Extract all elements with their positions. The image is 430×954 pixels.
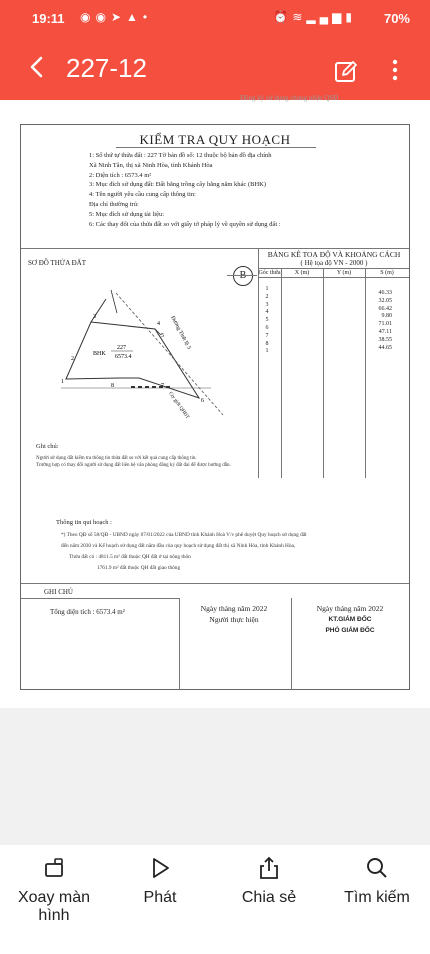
table-header: X (m)	[294, 270, 310, 276]
total-area: Tổng diện tích : 6573.4 m²	[50, 608, 125, 616]
table-cell: 71.01	[378, 321, 392, 328]
info-line: 6: Các thay đổi của thửa đất so với giấy tờ pháp lý về quyền sử dụng đất :	[89, 220, 281, 228]
notes-text	[36, 455, 231, 469]
point-label: 4	[157, 321, 160, 327]
info-line: 3: Mục đích sử dụng đất: Đất bằng trồng cây hằng năm khác (BHK)	[89, 181, 266, 189]
notes-label: Ghi chú:	[36, 443, 59, 450]
parcel-area: 6573.4	[115, 354, 132, 360]
point-label: 8	[111, 383, 114, 389]
table-title: BẢNG KÊ TOẠ ĐỘ VÀ KHOẢNG CÁCH	[267, 250, 401, 259]
info-line: 1: Số thứ tự thửa đất : 227 Tờ bản đồ số: 12 thuộc bộ bản đồ địa chính	[89, 152, 272, 159]
share-icon	[256, 855, 282, 881]
section-divider	[21, 248, 409, 249]
parcel-number: 227	[117, 345, 126, 351]
search-icon	[364, 855, 390, 881]
signature-role: PHÓ GIÁM ĐỐC	[325, 627, 375, 634]
table-cell: 1	[265, 348, 269, 355]
info-line: Xã Ninh Tân, thị xã Ninh Hòa, tỉnh Khánh Hòa	[89, 161, 213, 169]
distance-column	[367, 290, 392, 352]
signature-block-officer	[179, 603, 289, 625]
footer-divider	[21, 598, 179, 599]
battery-level: 70%	[383, 11, 410, 26]
table-col-rule	[365, 268, 366, 478]
signature-date: Ngày tháng năm 2022	[200, 604, 268, 613]
note-line: Trường hợp có thay đổi người sử dụng đất liên hệ văn phòng đăng ký đất đai để được hướng dẫn.	[36, 463, 231, 468]
info-line: Địa chỉ thường trú:	[89, 200, 139, 208]
back-arrow-icon[interactable]	[24, 54, 50, 80]
point-label: 6	[201, 398, 204, 404]
signature-date: Ngày tháng năm 2022	[316, 604, 384, 613]
footer-divider	[21, 583, 409, 584]
table-cell: 47.11	[378, 328, 392, 335]
table-cell: 8	[265, 340, 269, 347]
play-icon	[147, 855, 173, 881]
road-label: Cty giới QHĐT	[167, 391, 190, 420]
document-viewer[interactable]	[0, 94, 430, 708]
share-button[interactable]	[230, 855, 308, 907]
table-cell: 7	[265, 332, 269, 339]
table-cell: 9.80	[381, 313, 392, 320]
document-title: KIỂM TRA QUY HOẠCH	[139, 132, 291, 147]
signature-role: KT.GIÁM ĐỐC	[328, 616, 372, 623]
table-cell: 4	[265, 309, 269, 316]
search-button[interactable]	[336, 855, 418, 907]
point-label: 7	[161, 383, 164, 389]
table-cell: 32.05	[378, 297, 392, 304]
point-label: 2	[71, 356, 74, 362]
info-line: 2: Diện tích : 6573.4 m²	[89, 171, 152, 179]
status-bar	[0, 0, 430, 36]
search-label: Tìm kiếm	[344, 889, 410, 906]
play-button[interactable]	[125, 855, 195, 907]
share-label: Chia sẻ	[241, 889, 297, 906]
status-time: 19:11	[32, 11, 65, 26]
planning-line: Thửa đất có : 4811.5 m² đất thuộc QH đất ở tại nông thôn	[69, 554, 191, 560]
table-header: S (m)	[380, 270, 394, 276]
messenger-icon: ◉	[95, 10, 111, 24]
planning-text	[61, 530, 307, 574]
table-cell: 46.33	[378, 290, 392, 296]
footer-notes-label: GHI CHÚ	[44, 588, 73, 596]
play-label: Phát	[143, 889, 177, 906]
table-col-rule	[281, 268, 282, 478]
point-label: 1	[61, 379, 64, 385]
rotate-screen-label: Xoay màn hình	[17, 889, 91, 924]
title-underline	[116, 147, 316, 148]
table-cell: 1	[265, 286, 269, 292]
planning-label: Thông tin qui hoạch :	[56, 519, 112, 526]
table-cell: 2	[265, 293, 269, 300]
table-col-rule	[323, 268, 324, 478]
system-icons	[273, 10, 356, 24]
table-header: Y (m)	[336, 270, 352, 276]
point-label: 5	[161, 333, 164, 339]
table-cell: 3	[265, 301, 269, 308]
signature-block-director	[291, 603, 409, 636]
parcel-info	[89, 151, 281, 229]
table-cell: 38.55	[378, 336, 392, 343]
parcel-map	[21, 265, 257, 440]
telegram-icon: ➤	[110, 10, 127, 24]
top-strip-text: Đồng ký sử dụng chung nhận QSĐ	[240, 94, 339, 102]
rotate-screen-button[interactable]	[14, 855, 94, 925]
road-label: Đường Tỉnh lộ 5	[169, 315, 192, 351]
bottom-action-bar	[0, 845, 430, 954]
messenger-icon: ◉	[80, 10, 96, 24]
planning-line: 1761.9 m² đất thuộc QH đất giao thông	[97, 565, 181, 571]
map-title: SƠ ĐỒ THỬA ĐẤT	[28, 259, 86, 267]
table-cell: 5	[265, 317, 269, 324]
signal-icon: ▂▄▆	[306, 10, 346, 24]
point-column	[261, 286, 273, 356]
more-options-icon[interactable]	[389, 58, 401, 84]
table-cell: 44.65	[378, 344, 392, 351]
parcel-code: BHK	[93, 351, 106, 357]
compass-b-icon: B	[233, 266, 253, 286]
edit-icon[interactable]	[333, 59, 359, 85]
alarm-icon: ⏰	[273, 10, 293, 24]
point-label: 3	[93, 314, 96, 320]
signature-role: Người thực hiện	[209, 615, 259, 624]
planning-line: đến năm 2030 và Kế hoạch sử dụng đất năm đầu của quy hoạch sử dụng đất thị xã Ninh Hòa, tỉnh Khánh Hòa,	[61, 543, 296, 549]
planning-line: *) Theo QĐ số 58/QĐ - UBND ngày 07/01/2022 của UBND tỉnh Khánh Hoà V/v phê duyệt Quy hoạch sử dụng đất	[61, 532, 307, 538]
rotate-screen-icon	[41, 855, 67, 881]
wifi-icon: ≋	[292, 10, 307, 24]
notification-icons	[80, 10, 152, 24]
info-line: 5: Mục đích sử dụng tài liệu:	[89, 210, 165, 218]
info-line: 4: Tên người yêu cầu cung cấp thông tin:	[89, 191, 196, 199]
planning-document	[20, 124, 410, 690]
note-line: Người sử dụng đất kiểm tra thông tin thửa đất so với kết quả cung cấp thông tin.	[36, 456, 197, 461]
table-header: Góc thửa	[258, 270, 281, 276]
battery-icon: ▮	[345, 10, 356, 24]
warning-icon: ▲	[126, 10, 143, 24]
dot-icon: •	[142, 10, 153, 24]
table-left-border	[258, 248, 259, 478]
compass-line	[227, 275, 257, 276]
page-title: 227-12	[66, 53, 147, 83]
table-subtitle: ( Hệ tọa độ VN - 2000 )	[300, 259, 368, 267]
app-bar	[0, 36, 430, 100]
table-cell: 6	[265, 324, 269, 331]
table-cell: 66.42	[378, 305, 392, 312]
